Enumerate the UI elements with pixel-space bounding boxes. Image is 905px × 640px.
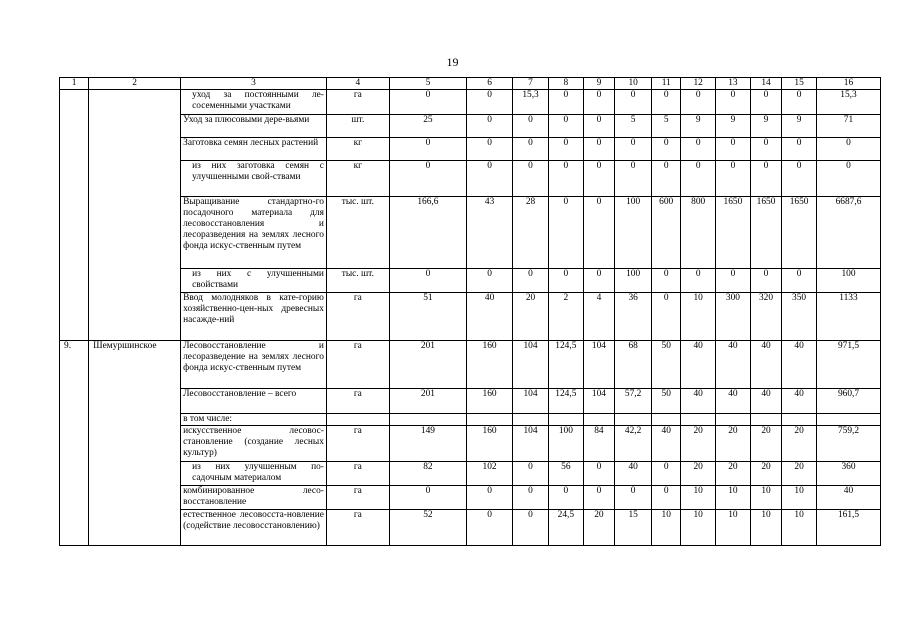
- column-number-cell: 12: [681, 78, 716, 90]
- value-cell: 0: [652, 293, 681, 341]
- value-cell: 0: [716, 138, 751, 161]
- table-row: [60, 197, 881, 269]
- table-row: [60, 115, 881, 138]
- row-name: Лесовосстановление – всего: [181, 389, 327, 414]
- value-cell: [513, 414, 549, 426]
- value-cell: 15,3: [513, 90, 549, 115]
- value-cell: 0: [467, 115, 513, 138]
- column-number-cell: 4: [326, 78, 389, 90]
- value-cell: 971,5: [816, 341, 880, 389]
- value-cell: 102: [467, 462, 513, 486]
- value-cell: 759,2: [816, 426, 880, 462]
- value-cell: 10: [652, 510, 681, 546]
- column-number-cell: 14: [750, 78, 781, 90]
- value-cell: 0: [467, 486, 513, 510]
- value-cell: 0: [389, 138, 466, 161]
- row-unit: кг: [326, 161, 389, 197]
- value-cell: 40: [750, 389, 781, 414]
- value-cell: 15: [615, 510, 652, 546]
- value-cell: 10: [681, 510, 716, 546]
- value-cell: 124,5: [548, 341, 583, 389]
- row-unit: га: [326, 90, 389, 115]
- value-cell: 0: [467, 269, 513, 293]
- value-cell: 0: [750, 138, 781, 161]
- value-cell: 960,7: [816, 389, 880, 414]
- table-row: [60, 462, 881, 486]
- value-cell: 40: [615, 462, 652, 486]
- value-cell: 0: [548, 138, 583, 161]
- table-row: [60, 341, 881, 389]
- value-cell: 0: [467, 90, 513, 115]
- row-name: Заготовка семян лесных растений: [181, 138, 327, 161]
- value-cell: 0: [782, 269, 817, 293]
- value-cell: 20: [681, 462, 716, 486]
- value-cell: 40: [681, 341, 716, 389]
- value-cell: 0: [681, 269, 716, 293]
- value-cell: 149: [389, 426, 466, 462]
- row-number-cell: 9.: [60, 341, 89, 546]
- value-cell: 68: [615, 341, 652, 389]
- row-unit: кг: [326, 138, 389, 161]
- row-name: Ввод молодняков в кате-горию хозяйственно-цен-ных древесных насажде-ний: [181, 293, 327, 341]
- table-row: [60, 269, 881, 293]
- value-cell: 300: [716, 293, 751, 341]
- value-cell: 24,5: [548, 510, 583, 546]
- value-cell: 0: [513, 161, 549, 197]
- page-number: 19: [446, 55, 459, 69]
- value-cell: [782, 414, 817, 426]
- value-cell: 350: [782, 293, 817, 341]
- column-number-cell: 7: [513, 78, 549, 90]
- value-cell: 0: [548, 115, 583, 138]
- row-unit: га: [326, 389, 389, 414]
- value-cell: 10: [716, 486, 751, 510]
- table-row: [60, 426, 881, 462]
- value-cell: 104: [513, 426, 549, 462]
- value-cell: 20: [583, 510, 614, 546]
- row-name: уход за постоянными ле-сосеменными участками: [181, 90, 327, 115]
- value-cell: 0: [681, 90, 716, 115]
- value-cell: 9: [681, 115, 716, 138]
- value-cell: 10: [782, 486, 817, 510]
- column-number-cell: 16: [816, 78, 880, 90]
- column-number-cell: 2: [89, 78, 181, 90]
- value-cell: 50: [652, 389, 681, 414]
- table-row: [60, 389, 881, 414]
- value-cell: 0: [782, 138, 817, 161]
- column-number-cell: 9: [583, 78, 614, 90]
- value-cell: 360: [816, 462, 880, 486]
- value-cell: 0: [548, 486, 583, 510]
- value-cell: 1650: [782, 197, 817, 269]
- value-cell: 0: [750, 161, 781, 197]
- value-cell: 0: [467, 161, 513, 197]
- value-cell: 0: [681, 161, 716, 197]
- row-name: из них с улучшенными свойствами: [181, 269, 327, 293]
- value-cell: 10: [750, 510, 781, 546]
- value-cell: 104: [513, 341, 549, 389]
- value-cell: 51: [389, 293, 466, 341]
- value-cell: 0: [513, 115, 549, 138]
- value-cell: 0: [548, 197, 583, 269]
- value-cell: 160: [467, 426, 513, 462]
- row-unit: га: [326, 486, 389, 510]
- table-row: [60, 414, 881, 426]
- value-cell: 82: [389, 462, 466, 486]
- value-cell: 160: [467, 341, 513, 389]
- table-row: [60, 510, 881, 546]
- value-cell: 0: [548, 90, 583, 115]
- row-name: искусственное лесовос-становление (создание лесных культур): [181, 426, 327, 462]
- value-cell: 1650: [750, 197, 781, 269]
- value-cell: 0: [615, 161, 652, 197]
- value-cell: 0: [681, 138, 716, 161]
- column-number-cell: 15: [782, 78, 817, 90]
- value-cell: 10: [681, 293, 716, 341]
- value-cell: 0: [389, 269, 466, 293]
- value-cell: 0: [513, 138, 549, 161]
- value-cell: 10: [782, 510, 817, 546]
- value-cell: 20: [782, 426, 817, 462]
- value-cell: 6687,6: [816, 197, 880, 269]
- forest-plan-table: [59, 77, 881, 546]
- row-unit: га: [326, 293, 389, 341]
- value-cell: [583, 414, 614, 426]
- value-cell: 0: [467, 510, 513, 546]
- value-cell: 57,2: [615, 389, 652, 414]
- row-unit: тыс. шт.: [326, 197, 389, 269]
- row-unit: шт.: [326, 115, 389, 138]
- value-cell: 100: [816, 269, 880, 293]
- value-cell: 40: [467, 293, 513, 341]
- value-cell: [467, 414, 513, 426]
- value-cell: 52: [389, 510, 466, 546]
- value-cell: 124,5: [548, 389, 583, 414]
- value-cell: 800: [681, 197, 716, 269]
- value-cell: 0: [513, 510, 549, 546]
- value-cell: 0: [716, 161, 751, 197]
- column-number-cell: 8: [548, 78, 583, 90]
- value-cell: 100: [548, 426, 583, 462]
- value-cell: 36: [615, 293, 652, 341]
- value-cell: 0: [548, 269, 583, 293]
- value-cell: 0: [583, 138, 614, 161]
- value-cell: 0: [583, 462, 614, 486]
- value-cell: 0: [583, 486, 614, 510]
- value-cell: 320: [750, 293, 781, 341]
- value-cell: 161,5: [816, 510, 880, 546]
- value-cell: 50: [652, 341, 681, 389]
- value-cell: 40: [782, 389, 817, 414]
- table-row: [60, 161, 881, 197]
- value-cell: 160: [467, 389, 513, 414]
- value-cell: 0: [467, 138, 513, 161]
- value-cell: 20: [681, 426, 716, 462]
- value-cell: 0: [716, 269, 751, 293]
- value-cell: 100: [615, 197, 652, 269]
- value-cell: 2: [548, 293, 583, 341]
- district-cell: [89, 90, 181, 341]
- value-cell: 9: [750, 115, 781, 138]
- value-cell: [615, 414, 652, 426]
- value-cell: 43: [467, 197, 513, 269]
- value-cell: 0: [615, 486, 652, 510]
- value-cell: 20: [750, 426, 781, 462]
- table-row: [60, 293, 881, 341]
- value-cell: 42,2: [615, 426, 652, 462]
- value-cell: 20: [782, 462, 817, 486]
- table-row: [60, 486, 881, 510]
- value-cell: [716, 414, 751, 426]
- row-name: из них заготовка семян с улучшенными свой-ствами: [181, 161, 327, 197]
- row-name: в том числе:: [181, 414, 327, 426]
- value-cell: 40: [652, 426, 681, 462]
- value-cell: 5: [615, 115, 652, 138]
- value-cell: 0: [389, 486, 466, 510]
- value-cell: 5: [652, 115, 681, 138]
- value-cell: 166,6: [389, 197, 466, 269]
- value-cell: 0: [583, 197, 614, 269]
- value-cell: 10: [681, 486, 716, 510]
- row-unit: га: [326, 426, 389, 462]
- value-cell: 20: [750, 462, 781, 486]
- value-cell: 0: [652, 269, 681, 293]
- value-cell: [816, 414, 880, 426]
- value-cell: 0: [583, 115, 614, 138]
- value-cell: 104: [513, 389, 549, 414]
- column-number-cell: 5: [389, 78, 466, 90]
- value-cell: 0: [782, 90, 817, 115]
- row-name: Уход за плюсовыми дере-вьями: [181, 115, 327, 138]
- value-cell: [750, 414, 781, 426]
- value-cell: 0: [816, 161, 880, 197]
- value-cell: 201: [389, 341, 466, 389]
- value-cell: 20: [716, 426, 751, 462]
- value-cell: 0: [652, 462, 681, 486]
- value-cell: 84: [583, 426, 614, 462]
- value-cell: 0: [750, 90, 781, 115]
- value-cell: 0: [615, 90, 652, 115]
- district-cell: Шемуршинское: [89, 341, 181, 546]
- table-row: [60, 90, 881, 115]
- value-cell: 0: [583, 161, 614, 197]
- value-cell: 0: [548, 161, 583, 197]
- row-unit: [326, 414, 389, 426]
- value-cell: 0: [389, 90, 466, 115]
- row-name: Лесовосстановление и лесоразведение на землях лесного фонда искус-ственным путем: [181, 341, 327, 389]
- value-cell: 0: [513, 486, 549, 510]
- value-cell: 40: [816, 486, 880, 510]
- value-cell: 20: [513, 293, 549, 341]
- value-cell: 0: [816, 138, 880, 161]
- value-cell: 1133: [816, 293, 880, 341]
- value-cell: 0: [652, 138, 681, 161]
- value-cell: 28: [513, 197, 549, 269]
- value-cell: 40: [782, 341, 817, 389]
- value-cell: 40: [716, 341, 751, 389]
- value-cell: 0: [513, 269, 549, 293]
- value-cell: 9: [716, 115, 751, 138]
- column-number-cell: 6: [467, 78, 513, 90]
- value-cell: 71: [816, 115, 880, 138]
- row-name: естественное лесовосста-новление (содействие лесовосстановлению): [181, 510, 327, 546]
- value-cell: 0: [652, 90, 681, 115]
- row-unit: тыс. шт.: [326, 269, 389, 293]
- value-cell: 1650: [716, 197, 751, 269]
- value-cell: 40: [716, 389, 751, 414]
- value-cell: 201: [389, 389, 466, 414]
- value-cell: 15,3: [816, 90, 880, 115]
- value-cell: 100: [615, 269, 652, 293]
- column-number-cell: 3: [181, 78, 327, 90]
- value-cell: 10: [716, 510, 751, 546]
- value-cell: 40: [750, 341, 781, 389]
- value-cell: 0: [513, 462, 549, 486]
- column-number-row: [60, 78, 881, 90]
- value-cell: 25: [389, 115, 466, 138]
- value-cell: 0: [716, 90, 751, 115]
- row-name: из них улучшенным по-садочным материалом: [181, 462, 327, 486]
- column-number-cell: 10: [615, 78, 652, 90]
- column-number-cell: 11: [652, 78, 681, 90]
- row-unit: га: [326, 462, 389, 486]
- row-unit: га: [326, 341, 389, 389]
- column-number-cell: 13: [716, 78, 751, 90]
- table-row: [60, 138, 881, 161]
- value-cell: 0: [583, 90, 614, 115]
- value-cell: 0: [782, 161, 817, 197]
- value-cell: [652, 414, 681, 426]
- value-cell: 0: [389, 161, 466, 197]
- value-cell: 0: [652, 486, 681, 510]
- value-cell: 0: [652, 161, 681, 197]
- value-cell: 104: [583, 341, 614, 389]
- value-cell: [389, 414, 466, 426]
- value-cell: 10: [750, 486, 781, 510]
- column-number-cell: 1: [60, 78, 89, 90]
- value-cell: [548, 414, 583, 426]
- value-cell: 0: [750, 269, 781, 293]
- value-cell: 20: [716, 462, 751, 486]
- value-cell: [681, 414, 716, 426]
- value-cell: 0: [615, 138, 652, 161]
- value-cell: 0: [583, 269, 614, 293]
- row-name: Выращивание стандартно-го посадочного материала для лесовосстановления и лесоразведения на землях лесного фонда искус-ственным путем: [181, 197, 327, 269]
- value-cell: 4: [583, 293, 614, 341]
- value-cell: 104: [583, 389, 614, 414]
- value-cell: 9: [782, 115, 817, 138]
- value-cell: 600: [652, 197, 681, 269]
- row-name: комбинированное лесо-восстановление: [181, 486, 327, 510]
- row-unit: га: [326, 510, 389, 546]
- value-cell: 40: [681, 389, 716, 414]
- value-cell: 56: [548, 462, 583, 486]
- row-number-cell: [60, 90, 89, 341]
